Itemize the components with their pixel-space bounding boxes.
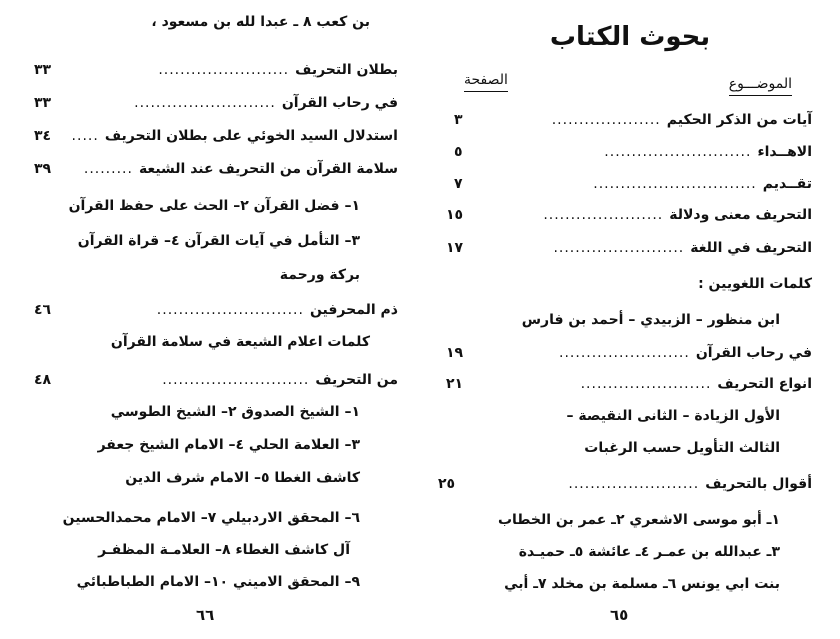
column-header-topic: الموضـــوع: [729, 76, 792, 96]
toc-entry: [84, 155, 398, 183]
toc-entry: [162, 366, 398, 394]
toc-subentry: بنت ابي يونس ٦ـ مسلمة بن مخلد ٧ـ أبي: [504, 576, 780, 592]
toc-entry-label: في رحاب القرآن: [281, 95, 398, 111]
page-number: ١٧: [446, 240, 464, 256]
toc-entry-label: في رحاب القرآن: [695, 345, 812, 361]
toc-section-heading: [698, 270, 812, 298]
page-number: ٣: [454, 112, 463, 128]
toc-entry-page: [454, 138, 463, 166]
column-header-page: الصفحة: [464, 72, 508, 92]
page-number: ٣٤: [34, 128, 52, 144]
toc-subentry: كاشف الغطا ٥– الامام شرف الدين: [125, 470, 360, 486]
page-number: ٤٦: [34, 302, 52, 318]
toc-entry-page: [438, 470, 455, 498]
toc-subentry: ١– الشيخ الصدوق ٢– الشيخ الطوسي: [110, 404, 360, 420]
toc-entry: [604, 138, 812, 166]
toc-subentry: ٩– المحقق الاميني ١٠– الامام الطباطبائي: [76, 574, 360, 590]
toc-entry-label: من التحريف: [315, 372, 398, 388]
leader-dots: ........................: [580, 376, 712, 392]
toc-entry-label: كلمات اللغويين :: [698, 276, 812, 292]
toc-entry-label: بطلان التحريف: [295, 62, 398, 78]
right-page: [420, 0, 840, 639]
toc-entry-page: [446, 201, 463, 229]
page-number: ٣٣: [34, 62, 52, 78]
page-number: ٤٨: [34, 372, 52, 388]
toc-entry-page: [34, 296, 51, 324]
toc-subentry: كلمات اعلام الشيعة في سلامة القرآن: [110, 334, 370, 350]
toc-entry: [568, 470, 812, 498]
toc-entry: [559, 339, 812, 367]
toc-entry-label: استدلال السيد الخوئي على بطلان التحريف: [104, 128, 398, 144]
toc-entry: [553, 234, 812, 262]
leader-dots: .....: [71, 128, 99, 144]
toc-entry-page: [454, 170, 463, 198]
page-number: ٢٥: [438, 476, 456, 492]
toc-entry-label: آيات من الذكر الحكيم: [666, 112, 812, 128]
toc-entry: [543, 201, 812, 229]
toc-subentry: الأول الزيادة – الثانى النقيصة –: [566, 408, 780, 424]
page-title: بحوث الكتاب: [549, 22, 711, 52]
toc-entry-page: [446, 370, 463, 398]
toc-entry: [157, 296, 398, 324]
page-number: ١٩: [446, 345, 464, 361]
leader-dots: ..........................: [134, 95, 276, 111]
toc-entry-page: [34, 155, 51, 183]
page-folio-number: ٦٦: [196, 606, 215, 624]
leader-dots: ...........................: [156, 302, 304, 318]
page-number: ٣٣: [34, 95, 52, 111]
toc-entry-label: الاهــداء: [757, 144, 812, 160]
toc-subentry: ابن منظور – الزبيدي – أحمد بن فارس: [521, 312, 780, 328]
toc-subentry: ٣ـ عبدالله بن عمـر ٤ـ عائشة ٥ـ حميـدة: [518, 544, 780, 560]
toc-subentry: بن كعب ٨ ـ عبدا لله بن مسعود ،: [151, 14, 370, 30]
toc-entry-page: [34, 366, 51, 394]
toc-entry: [72, 122, 398, 150]
toc-entry: [158, 56, 398, 84]
toc-subentry: الثالث التأويل حسب الرغبات: [584, 440, 780, 456]
leader-dots: ........................: [559, 345, 690, 361]
page-number: ٢١: [446, 376, 464, 392]
leader-dots: ........................: [158, 62, 290, 78]
page-folio-number: ٦٥: [610, 606, 629, 624]
toc-entry-label: التحريف في اللغة: [690, 240, 812, 256]
page-number: ٧: [454, 176, 463, 192]
page-number: ٣٩: [34, 161, 52, 177]
toc-entry-label: أقوال بالتحريف: [705, 476, 812, 492]
leader-dots: ...........................: [162, 372, 310, 388]
toc-entry-label: التحريف معنى ودلالة: [669, 207, 812, 223]
toc-entry-page: [34, 89, 51, 117]
leader-dots: ...........................: [604, 144, 752, 160]
toc-entry-label: ذم المحرفين: [309, 302, 398, 318]
toc-subentry: ١ـ أبو موسى الاشعري ٢ـ عمر بن الخطاب: [497, 512, 780, 528]
toc-subentry: ٦– المحقق الاردبيلي ٧– الامام محمدالحسين: [62, 510, 360, 526]
toc-entry: [581, 370, 812, 398]
toc-subentry: آل كاشف الغطاء ٨– العلامـة المظفـر: [98, 542, 350, 558]
toc-entry-page: [446, 234, 463, 262]
leader-dots: ..............................: [593, 176, 757, 192]
page-number: ١٥: [446, 207, 464, 223]
leader-dots: ........................: [568, 476, 700, 492]
toc-subentry: ٣– العلامة الحلي ٤– الامام الشيخ جعفر: [97, 437, 360, 453]
leader-dots: ........................: [553, 240, 685, 256]
toc-subentry: ٣– التأمل في آيات القرآن ٤– قراة القرآن: [77, 233, 360, 249]
page-number: ٥: [454, 144, 463, 160]
toc-entry-page: [34, 56, 51, 84]
toc-entry-page: [34, 122, 51, 150]
toc-entry-label: سلامة القرآن من التحريف عند الشيعة: [138, 161, 398, 177]
leader-dots: ......................: [543, 207, 664, 223]
leader-dots: .........: [83, 161, 133, 177]
toc-entry-label: تقــديم: [762, 176, 812, 192]
toc-entry-page: [454, 106, 463, 134]
toc-entry-page: [446, 339, 463, 367]
toc-entry: [134, 89, 398, 117]
toc-subentry: ١– فضل القرآن ٢– الحث على حفظ القرآن: [68, 198, 360, 214]
toc-entry: [552, 106, 812, 134]
toc-subentry: بركة ورحمة: [279, 267, 360, 283]
toc-entry-label: انواع التحريف: [717, 376, 812, 392]
leader-dots: ....................: [551, 112, 661, 128]
toc-entry: [593, 170, 812, 198]
